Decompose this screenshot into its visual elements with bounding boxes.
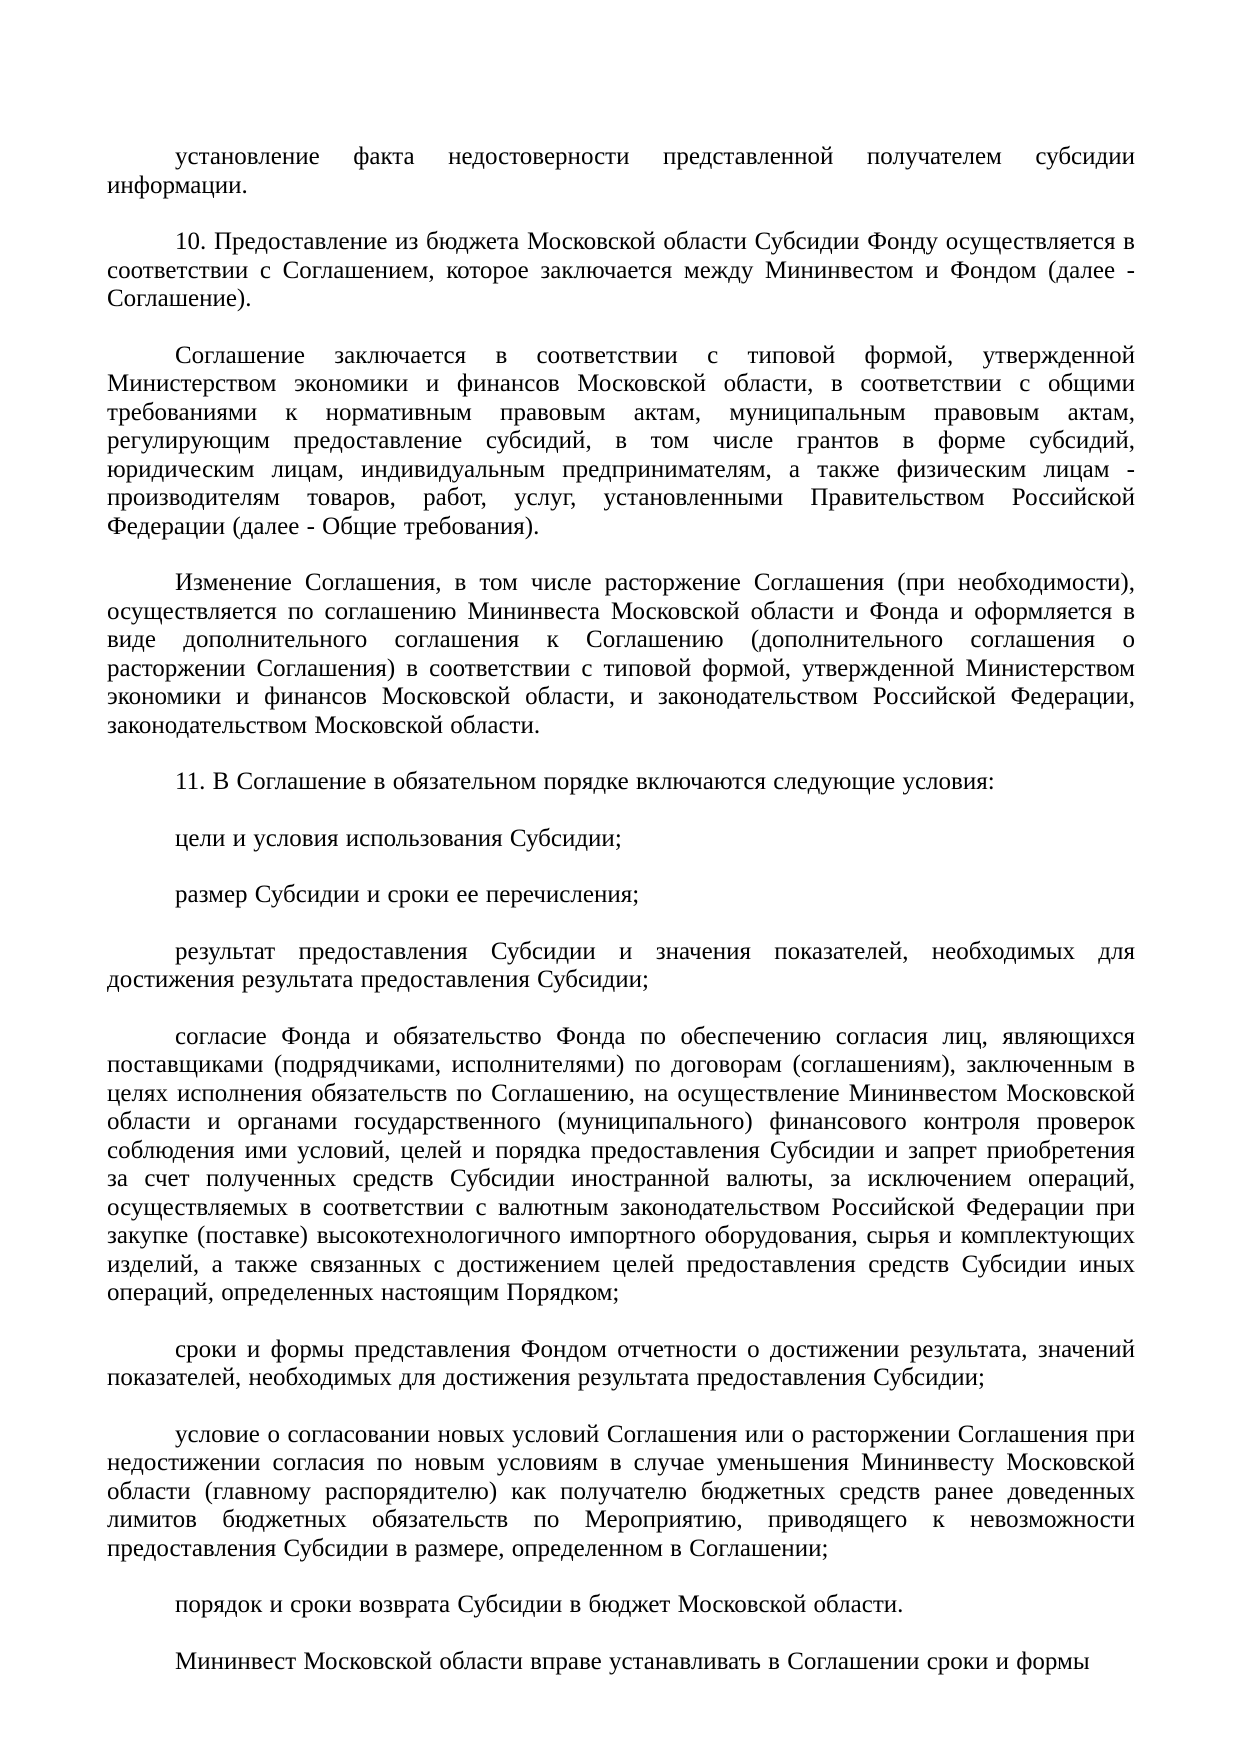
paragraph-fact-unreliability: установление факта недостоверности представленной получателем субсидии информации.	[107, 143, 1135, 199]
paragraph-agreement-change: Изменение Соглашения, в том числе расторжение Соглашения (при необходимости), осуществляется по соглашению Мининвеста Московской области и Фонда и оформляется в виде дополнительного соглашения к Соглашению (дополнительного соглашения о расторжении Соглашения) в соответствии с типовой формой, утвержденной Министерством экономики и финансов Московской области, и законодательством Российской Федерации, законодательством Московской области.	[107, 569, 1135, 739]
paragraph-condition-reporting: сроки и формы представления Фондом отчетности о достижении результата, значений показателей, необходимых для достижения результата предоставления Субсидии;	[107, 1335, 1135, 1391]
paragraph-item-10: 10. Предоставление из бюджета Московской области Субсидии Фонду осуществляется в соответствии с Соглашением, которое заключается между Мининвестом и Фондом (далее - Соглашение).	[107, 228, 1135, 312]
paragraph-condition-goals: цели и условия использования Субсидии;	[175, 824, 622, 852]
paragraph-item-11: 11. В Соглашение в обязательном порядке включаются следующие условия:	[175, 768, 995, 795]
paragraph-condition-return: порядок и сроки возврата Субсидии в бюджет Московской области.	[175, 1591, 904, 1618]
paragraph-mininvest-rights: Мининвест Московской области вправе устанавливать в Соглашении сроки и формы	[175, 1647, 1090, 1675]
paragraph-condition-result: результат предоставления Субсидии и значения показателей, необходимых для достижения результата предоставления Субсидии;	[107, 937, 1135, 993]
paragraph-condition-size: размер Субсидии и сроки ее перечисления;	[175, 881, 640, 908]
paragraph-condition-consent: согласие Фонда и обязательство Фонда по обеспечению согласия лиц, являющихся поставщиками (подрядчиками, исполнителями) по договорам (соглашениям), заключенным в целях исполнения обязательств по Соглашению, на осуществление Мининвестом Московской области и органами государственного (муниципального) финансового контроля проверок соблюдения ими условий, целей и порядка предоставления Субсидии и запрет приобретения за счет полученных средств Субсидии иностранной валюты, за исключением операций, осуществляемых в соответствии с валютным законодательством Российской Федерации при закупке (поставке) высокотехнологичного импортного оборудования, сырья и комплектующих изделий, а также связанных с достижением целей предоставления средств Субсидии иных операций, определенных настоящим Порядком;	[107, 1022, 1135, 1306]
paragraph-agreement-form: Соглашение заключается в соответствии с типовой формой, утвержденной Министерством экономики и финансов Московской области, в соответствии с общими требованиями к нормативным правовым актам, муниципальным правовым актам, регулирующим предоставление субсидий, в том числе грантов в форме субсидий, юридическим лицам, индивидуальным предпринимателям, а также физическим лицам - производителям товаров, работ, услуг, установленными Правительством Российской Федерации (далее - Общие требования).	[107, 341, 1135, 540]
paragraph-condition-new-terms: условие о согласовании новых условий Соглашения или о расторжении Соглашения при недостижении согласия по новым условиям в случае уменьшения Мининвесту Московской области (главному распорядителю) как получателю бюджетных средств ранее доведенных лимитов бюджетных обязательств по Мероприятию, приводящего к невозможности предоставления Субсидии в размере, определенном в Соглашении;	[107, 1420, 1135, 1562]
